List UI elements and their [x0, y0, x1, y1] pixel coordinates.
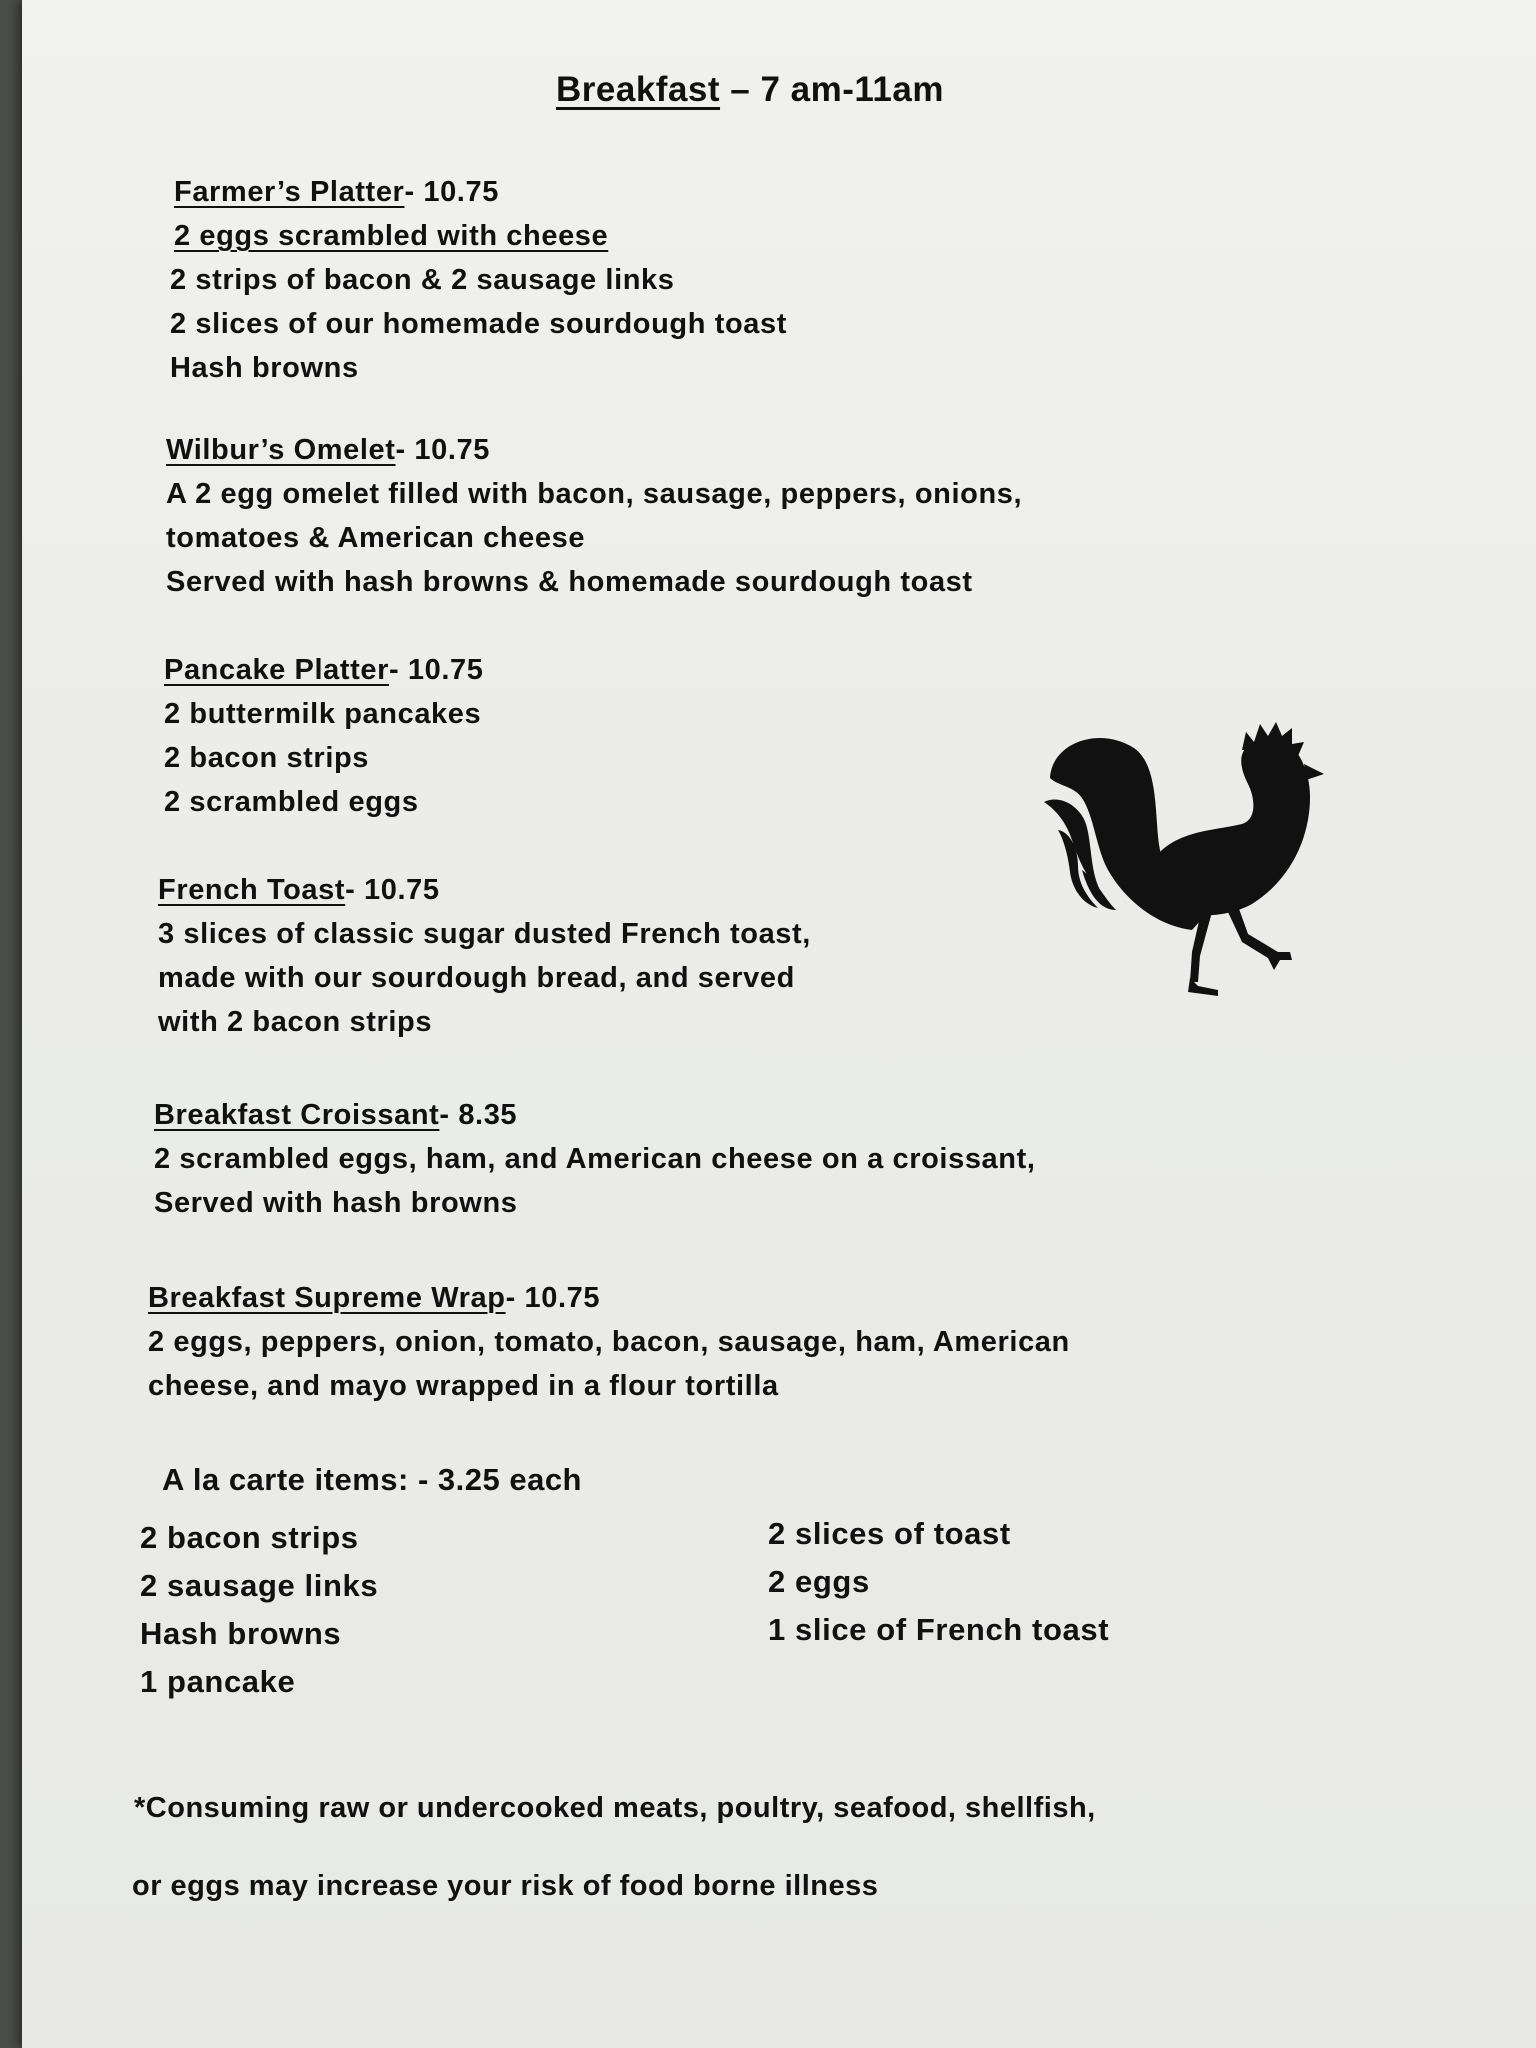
- menu-page: [22, 0, 1536, 2048]
- alacarte-item: 2 sausage links: [140, 1568, 379, 1603]
- alacarte-item: 2 slices of toast: [768, 1516, 1011, 1551]
- alacarte-heading: A la carte items: - 3.25 each: [162, 1462, 582, 1497]
- menu-item-line: with 2 bacon strips: [158, 1006, 433, 1038]
- menu-item-price: - 10.75: [345, 874, 440, 906]
- menu-item-name: Breakfast Croissant: [154, 1099, 440, 1131]
- menu-item-line: Served with hash browns & homemade sourdough toast: [166, 566, 973, 598]
- menu-item-farmers-platter: [170, 170, 787, 390]
- menu-item-heading: [154, 1093, 1036, 1137]
- menu-item-heading: [158, 868, 811, 912]
- menu-item-line: A 2 egg omelet filled with bacon, sausage, peppers, onions,: [166, 478, 1023, 510]
- menu-item-line: tomatoes & American cheese: [166, 522, 586, 554]
- menu-item-wilburs-omelet: [166, 428, 1022, 604]
- menu-item-line: 2 buttermilk pancakes: [164, 698, 482, 730]
- menu-item-line: Hash browns: [170, 352, 359, 384]
- menu-item-name: Wilbur’s Omelet: [166, 434, 396, 466]
- disclaimer-line-1: *Consuming raw or undercooked meats, poultry, seafood, shellfish,: [134, 1792, 1096, 1824]
- alacarte-right-list: [768, 1510, 1109, 1654]
- alacarte-item: 2 bacon strips: [140, 1520, 359, 1555]
- menu-item-heading: [148, 1276, 1070, 1320]
- menu-title-main: Breakfast: [556, 70, 721, 109]
- menu-item-heading: [170, 170, 787, 214]
- menu-item-price: - 10.75: [505, 1282, 601, 1314]
- menu-item-heading: [164, 648, 484, 692]
- menu-item-breakfast-croissant: [154, 1093, 1036, 1225]
- menu-item-line: 2 scrambled eggs, ham, and American cheese on a croissant,: [154, 1143, 1036, 1175]
- menu-item-breakfast-supreme-wrap: [148, 1276, 1070, 1408]
- menu-item-name: French Toast: [158, 874, 346, 906]
- menu-item-line: made with our sourdough bread, and served: [158, 962, 795, 994]
- menu-item-line: 2 eggs, peppers, onion, tomato, bacon, sausage, ham, American: [148, 1326, 1070, 1358]
- menu-item-heading: [166, 428, 1022, 472]
- alacarte-left-list: [140, 1514, 378, 1706]
- disclaimer-line-2: or eggs may increase your risk of food borne illness: [132, 1870, 879, 1902]
- menu-item-pancake-platter: [164, 648, 484, 824]
- menu-item-line: 2 slices of our homemade sourdough toast: [170, 308, 787, 340]
- menu-item-line: cheese, and mayo wrapped in a flour tortilla: [148, 1370, 779, 1402]
- menu-item-price: - 10.75: [389, 654, 484, 686]
- alacarte-item: 1 slice of French toast: [768, 1612, 1110, 1647]
- menu-title: [22, 70, 1478, 110]
- menu-item-name: Pancake Platter: [164, 654, 390, 686]
- menu-item-price: - 10.75: [395, 434, 491, 466]
- menu-item-line: 2 strips of bacon & 2 sausage links: [170, 264, 675, 296]
- menu-title-hours: – 7 am-11am: [720, 70, 944, 109]
- alacarte-item: 1 pancake: [140, 1664, 296, 1699]
- rooster-silhouette-icon: [1042, 720, 1342, 1010]
- alacarte-item: Hash browns: [140, 1616, 342, 1651]
- menu-item-name: Farmer’s Platter: [174, 176, 405, 208]
- menu-item-line: 2 eggs scrambled with cheese: [174, 220, 609, 252]
- menu-item-line: 3 slices of classic sugar dusted French toast,: [158, 918, 811, 950]
- menu-item-price: - 8.35: [439, 1099, 518, 1131]
- menu-item-french-toast: [158, 868, 811, 1044]
- alacarte-item: 2 eggs: [768, 1564, 870, 1599]
- menu-item-line: 2 bacon strips: [164, 742, 370, 774]
- menu-item-line: Served with hash browns: [154, 1187, 518, 1219]
- menu-item-name: Breakfast Supreme Wrap: [148, 1282, 506, 1314]
- menu-item-price: - 10.75: [404, 176, 499, 208]
- menu-item-line: 2 scrambled eggs: [164, 786, 419, 818]
